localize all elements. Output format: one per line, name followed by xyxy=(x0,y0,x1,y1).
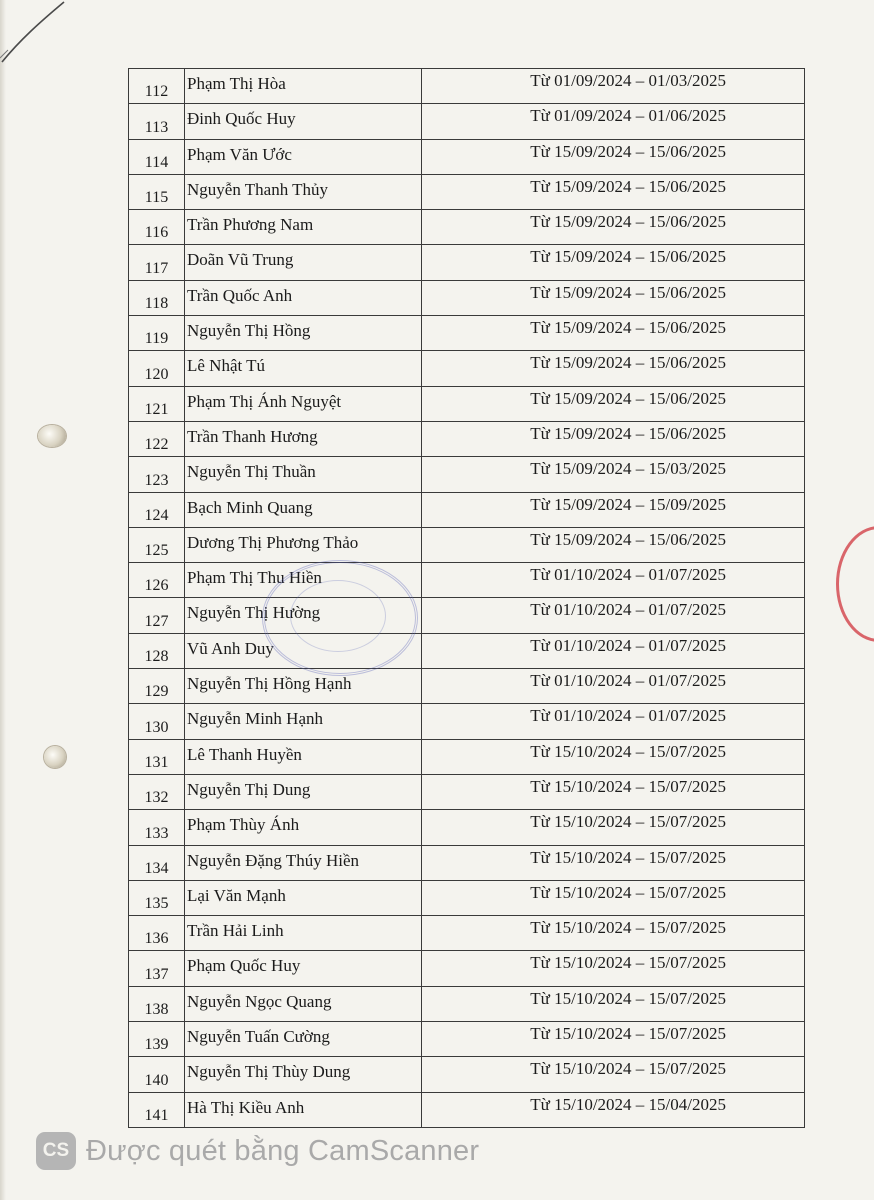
contract-period-cell xyxy=(422,774,805,809)
employee-name-text: Nguyễn Tuấn Cường xyxy=(187,1027,330,1047)
employee-name-cell xyxy=(185,174,422,209)
row-number-text: 121 xyxy=(144,400,169,418)
contract-period-cell xyxy=(422,421,805,456)
table-row xyxy=(129,669,805,704)
row-number-cell xyxy=(129,492,185,527)
employee-name-cell xyxy=(185,633,422,668)
employee-name-text: Nguyễn Minh Hạnh xyxy=(187,709,323,729)
contract-period-text: Từ 15/10/2024 – 15/04/2025 xyxy=(530,1094,726,1114)
row-number-text: 129 xyxy=(144,683,169,701)
contract-period-cell xyxy=(422,810,805,845)
employee-name-cell xyxy=(185,69,422,104)
contract-period-text: Từ 01/10/2024 – 01/07/2025 xyxy=(530,600,726,620)
row-number-text: 128 xyxy=(144,648,169,666)
row-number-cell xyxy=(129,880,185,915)
row-number-cell xyxy=(129,386,185,421)
contract-period-cell xyxy=(422,563,805,598)
row-number-cell xyxy=(129,316,185,351)
row-number-text: 125 xyxy=(144,542,169,560)
employee-name-cell xyxy=(185,245,422,280)
employee-name-text: Trần Hải Linh xyxy=(187,921,284,941)
table-row xyxy=(129,1057,805,1092)
table-row xyxy=(129,880,805,915)
table-row xyxy=(129,386,805,421)
employee-name-cell xyxy=(185,210,422,245)
employee-name-text: Nguyễn Thị Hường xyxy=(187,603,321,623)
row-number-text: 112 xyxy=(144,83,169,101)
employee-name-text: Nguyễn Ngọc Quang xyxy=(187,991,332,1011)
contract-period-text: Từ 15/09/2024 – 15/06/2025 xyxy=(530,423,726,443)
row-number-text: 118 xyxy=(144,295,169,313)
row-number-text: 126 xyxy=(144,577,169,595)
employee-name-text: Phạm Văn Ước xyxy=(187,144,292,164)
row-number-cell xyxy=(129,210,185,245)
row-number-cell xyxy=(129,280,185,315)
row-number-text: 122 xyxy=(144,436,169,454)
table-row xyxy=(129,1092,805,1127)
employee-name-cell xyxy=(185,351,422,386)
row-number-cell xyxy=(129,457,185,492)
contract-period-cell xyxy=(422,916,805,951)
row-number-cell xyxy=(129,104,185,139)
employee-name-cell xyxy=(185,880,422,915)
employee-name-text: Lại Văn Mạnh xyxy=(187,885,286,905)
contract-period-text: Từ 15/10/2024 – 15/07/2025 xyxy=(530,776,726,796)
corner-fold-mark xyxy=(0,0,70,70)
row-number-text: 130 xyxy=(144,718,169,736)
employee-name-cell xyxy=(185,492,422,527)
contract-period-cell xyxy=(422,633,805,668)
employee-name-cell xyxy=(185,916,422,951)
table-row xyxy=(129,810,805,845)
row-number-text: 116 xyxy=(144,224,169,242)
employee-name-text: Nguyễn Thị Hồng Hạnh xyxy=(187,674,352,694)
row-number-cell xyxy=(129,774,185,809)
contract-period-text: Từ 15/09/2024 – 15/06/2025 xyxy=(530,529,726,549)
employee-name-cell xyxy=(185,1022,422,1057)
contract-period-cell xyxy=(422,1057,805,1092)
contract-period-text: Từ 15/10/2024 – 15/07/2025 xyxy=(530,918,726,938)
contract-period-text: Từ 15/09/2024 – 15/06/2025 xyxy=(530,141,726,161)
table-row xyxy=(129,457,805,492)
table-row xyxy=(129,210,805,245)
contract-period-cell xyxy=(422,880,805,915)
row-number-text: 140 xyxy=(144,1071,169,1089)
table-row xyxy=(129,916,805,951)
employee-name-cell xyxy=(185,457,422,492)
employee-name-text: Nguyễn Thị Hồng xyxy=(187,321,311,341)
row-number-text: 137 xyxy=(144,965,169,983)
row-number-cell xyxy=(129,845,185,880)
red-stamp-edge xyxy=(836,526,874,642)
employee-name-text: Vũ Anh Duy xyxy=(187,638,274,658)
table-row xyxy=(129,845,805,880)
employee-name-cell xyxy=(185,669,422,704)
row-number-cell xyxy=(129,245,185,280)
table-row xyxy=(129,351,805,386)
employee-name-text: Doãn Vũ Trung xyxy=(187,250,294,270)
employee-name-cell xyxy=(185,739,422,774)
employee-name-text: Nguyễn Thị Thùy Dung xyxy=(187,1062,351,1082)
table-row xyxy=(129,280,805,315)
row-number-cell xyxy=(129,1092,185,1127)
contract-period-text: Từ 15/09/2024 – 15/03/2025 xyxy=(530,459,726,479)
employee-name-text: Phạm Quốc Huy xyxy=(187,956,301,976)
employee-name-text: Bạch Minh Quang xyxy=(187,497,313,517)
contract-period-text: Từ 15/09/2024 – 15/09/2025 xyxy=(530,494,726,514)
row-number-text: 124 xyxy=(144,506,169,524)
contract-period-text: Từ 15/09/2024 – 15/06/2025 xyxy=(530,318,726,338)
contract-period-cell xyxy=(422,739,805,774)
row-number-text: 113 xyxy=(144,118,169,136)
table-row xyxy=(129,527,805,562)
contract-period-cell xyxy=(422,951,805,986)
contract-period-cell xyxy=(422,139,805,174)
contract-period-cell xyxy=(422,598,805,633)
contract-period-cell xyxy=(422,69,805,104)
employee-name-text: Nguyễn Thị Dung xyxy=(187,779,311,799)
employee-name-cell xyxy=(185,563,422,598)
row-number-cell xyxy=(129,139,185,174)
table-row xyxy=(129,174,805,209)
contract-period-cell xyxy=(422,704,805,739)
row-number-cell xyxy=(129,669,185,704)
table-row xyxy=(129,951,805,986)
page-edge-shadow xyxy=(0,0,6,1200)
contract-period-text: Từ 15/09/2024 – 15/06/2025 xyxy=(530,212,726,232)
contract-period-cell xyxy=(422,245,805,280)
table-row xyxy=(129,139,805,174)
contract-period-cell xyxy=(422,527,805,562)
contract-period-text: Từ 15/09/2024 – 15/06/2025 xyxy=(530,247,726,267)
table-row xyxy=(129,633,805,668)
contract-period-text: Từ 01/09/2024 – 01/06/2025 xyxy=(530,106,726,126)
contract-period-text: Từ 15/09/2024 – 15/06/2025 xyxy=(530,388,726,408)
contract-period-cell xyxy=(422,1092,805,1127)
employee-name-cell xyxy=(185,280,422,315)
contract-period-cell xyxy=(422,669,805,704)
contract-period-text: Từ 01/10/2024 – 01/07/2025 xyxy=(530,635,726,655)
row-number-cell xyxy=(129,986,185,1021)
camscanner-watermark-text: Được quét bằng CamScanner xyxy=(86,1134,480,1167)
employee-name-text: Trần Thanh Hương xyxy=(187,426,318,446)
row-number-cell xyxy=(129,810,185,845)
row-number-cell xyxy=(129,1057,185,1092)
contract-period-cell xyxy=(422,316,805,351)
row-number-cell xyxy=(129,951,185,986)
row-number-cell xyxy=(129,527,185,562)
contract-period-cell xyxy=(422,351,805,386)
contract-period-cell xyxy=(422,210,805,245)
row-number-text: 123 xyxy=(144,471,169,489)
employee-name-cell xyxy=(185,845,422,880)
camscanner-watermark xyxy=(36,1130,479,1172)
contract-period-text: Từ 15/10/2024 – 15/07/2025 xyxy=(530,812,726,832)
row-number-cell xyxy=(129,704,185,739)
employee-name-cell xyxy=(185,139,422,174)
row-number-cell xyxy=(129,916,185,951)
row-number-cell xyxy=(129,633,185,668)
row-number-cell xyxy=(129,598,185,633)
row-number-cell xyxy=(129,421,185,456)
row-number-text: 127 xyxy=(144,612,169,630)
employee-name-cell xyxy=(185,810,422,845)
employee-name-cell xyxy=(185,316,422,351)
row-number-cell xyxy=(129,563,185,598)
employee-name-cell xyxy=(185,104,422,139)
employee-name-text: Hà Thị Kiều Anh xyxy=(187,1097,305,1117)
table-row xyxy=(129,986,805,1021)
contract-period-text: Từ 15/10/2024 – 15/07/2025 xyxy=(530,1024,726,1044)
row-number-cell xyxy=(129,351,185,386)
contract-period-text: Từ 15/10/2024 – 15/07/2025 xyxy=(530,953,726,973)
employee-name-cell xyxy=(185,1057,422,1092)
row-number-text: 134 xyxy=(144,859,169,877)
employee-name-cell xyxy=(185,704,422,739)
contract-period-text: Từ 01/10/2024 – 01/07/2025 xyxy=(530,706,726,726)
row-number-cell xyxy=(129,1022,185,1057)
contract-period-text: Từ 15/10/2024 – 15/07/2025 xyxy=(530,988,726,1008)
table-row xyxy=(129,739,805,774)
contract-period-text: Từ 01/10/2024 – 01/07/2025 xyxy=(530,671,726,691)
camscanner-logo-icon: CS xyxy=(36,1132,76,1170)
table-row xyxy=(129,245,805,280)
row-number-text: 115 xyxy=(144,189,169,207)
contract-period-text: Từ 15/10/2024 – 15/07/2025 xyxy=(530,741,726,761)
row-number-text: 141 xyxy=(144,1106,169,1124)
contract-period-cell xyxy=(422,492,805,527)
employee-name-text: Trần Quốc Anh xyxy=(187,285,293,305)
row-number-text: 119 xyxy=(144,330,169,348)
table-row xyxy=(129,69,805,104)
table-row xyxy=(129,421,805,456)
employee-name-text: Phạm Thị Ánh Nguyệt xyxy=(187,391,342,411)
row-number-cell xyxy=(129,69,185,104)
contract-period-cell xyxy=(422,174,805,209)
table-row xyxy=(129,704,805,739)
employee-name-text: Nguyễn Thanh Thủy xyxy=(187,179,329,199)
employee-name-cell xyxy=(185,421,422,456)
contract-period-text: Từ 15/10/2024 – 15/07/2025 xyxy=(530,1059,726,1079)
row-number-cell xyxy=(129,739,185,774)
table-row xyxy=(129,492,805,527)
row-number-text: 117 xyxy=(144,259,169,277)
employee-name-cell xyxy=(185,527,422,562)
contract-period-text: Từ 15/10/2024 – 15/07/2025 xyxy=(530,882,726,902)
contract-period-text: Từ 15/10/2024 – 15/07/2025 xyxy=(530,847,726,867)
employee-name-cell xyxy=(185,774,422,809)
employee-name-cell xyxy=(185,951,422,986)
employee-name-text: Nguyễn Đặng Thúy Hiền xyxy=(187,850,360,870)
row-number-text: 135 xyxy=(144,895,169,913)
employee-name-text: Đinh Quốc Huy xyxy=(187,109,296,129)
punch-hole-top xyxy=(38,425,66,447)
employee-name-cell xyxy=(185,1092,422,1127)
employee-name-text: Phạm Thị Thu Hiền xyxy=(187,568,322,588)
contract-period-text: Từ 01/10/2024 – 01/07/2025 xyxy=(530,565,726,585)
employee-name-text: Dương Thị Phương Thảo xyxy=(187,532,359,552)
row-number-text: 114 xyxy=(144,153,169,171)
contract-period-text: Từ 15/09/2024 – 15/06/2025 xyxy=(530,176,726,196)
contract-period-cell xyxy=(422,1022,805,1057)
contract-period-cell xyxy=(422,280,805,315)
row-number-text: 138 xyxy=(144,1001,169,1019)
employee-name-cell xyxy=(185,386,422,421)
table-row xyxy=(129,104,805,139)
row-number-text: 120 xyxy=(144,365,169,383)
contract-period-cell xyxy=(422,986,805,1021)
row-number-text: 131 xyxy=(144,753,169,771)
employee-name-text: Phạm Thùy Ánh xyxy=(187,815,300,835)
contract-period-text: Từ 01/09/2024 – 01/03/2025 xyxy=(530,71,726,90)
row-number-text: 133 xyxy=(144,824,169,842)
row-number-cell xyxy=(129,174,185,209)
employee-name-text: Phạm Thị Hòa xyxy=(187,74,286,93)
employee-roster-table xyxy=(128,68,805,1128)
contract-period-cell xyxy=(422,104,805,139)
table-row xyxy=(129,563,805,598)
contract-period-text: Từ 15/09/2024 – 15/06/2025 xyxy=(530,353,726,373)
row-number-text: 136 xyxy=(144,930,169,948)
contract-period-cell xyxy=(422,457,805,492)
table-row xyxy=(129,316,805,351)
row-number-text: 139 xyxy=(144,1036,169,1054)
employee-name-text: Trần Phương Nam xyxy=(187,215,314,235)
row-number-text: 132 xyxy=(144,789,169,807)
table-row xyxy=(129,1022,805,1057)
employee-name-cell xyxy=(185,598,422,633)
table-row xyxy=(129,598,805,633)
employee-name-cell xyxy=(185,986,422,1021)
punch-hole-bottom xyxy=(44,746,66,768)
table-row xyxy=(129,774,805,809)
employee-name-text: Lê Nhật Tú xyxy=(187,356,266,376)
contract-period-cell xyxy=(422,845,805,880)
contract-period-text: Từ 15/09/2024 – 15/06/2025 xyxy=(530,282,726,302)
contract-period-cell xyxy=(422,386,805,421)
employee-name-text: Nguyễn Thị Thuần xyxy=(187,462,316,482)
roster-table-body xyxy=(129,69,805,1128)
employee-name-text: Lê Thanh Huyền xyxy=(187,744,302,764)
